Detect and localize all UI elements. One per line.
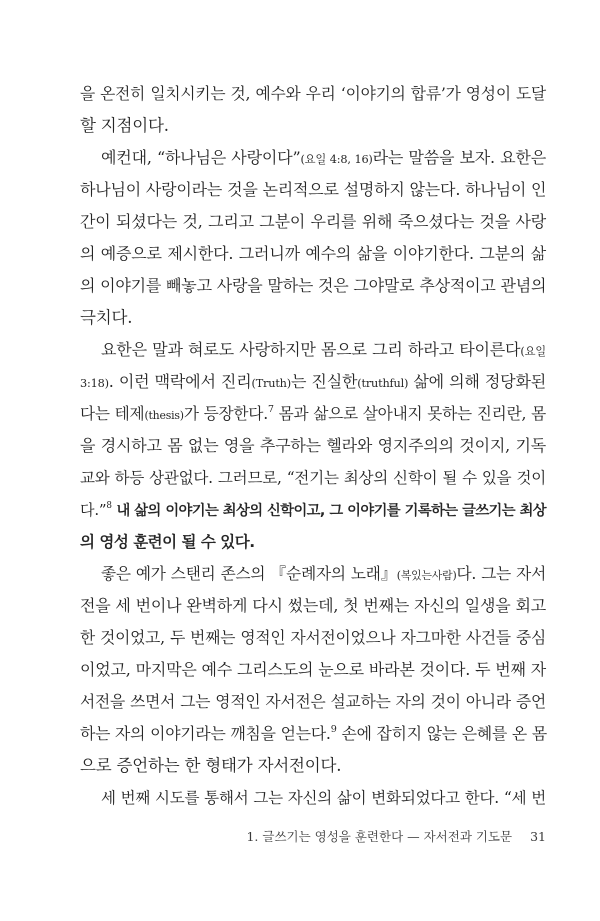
- body-line: 간이 되셨다는 것, 그리고 그분이 우리를 위해 죽으셨다는 것을 사랑: [80, 212, 546, 231]
- body-line: [80, 498, 546, 523]
- body-line: 을 경시하고 몸 없는 영을 추구하는 헬라와 영지주의의 것이지, 기독: [80, 436, 546, 455]
- body-line: 한 것이었고, 두 번째는 영적인 자서전이었으나 자그마한 사건들 중심: [80, 628, 546, 647]
- body-line: 이었고, 마지막은 예수 그리스도의 눈으로 바라본 것이다. 두 번째 자: [80, 660, 546, 679]
- page-footer: [246, 828, 546, 846]
- text-run: 손에 잡히지 않는 은혜를 온 몸: [336, 724, 547, 743]
- body-line: [80, 370, 546, 396]
- body-line: 할 지점이다.: [80, 116, 169, 135]
- emphasis-text: 내 삶의 이야기는 최상의 신학이고, 그 이야기를 기록하는 글쓰기는 최상: [111, 503, 546, 519]
- body-line: 극치다.: [80, 308, 133, 327]
- body-line: [101, 562, 546, 588]
- text-run: 좋은 예가 스탠리 존스의 『순례자의 노래』: [101, 564, 397, 583]
- text-run: 라는 말씀을 보자. 요한은: [372, 148, 547, 167]
- scripture-reference: (요일 4:8, 16): [300, 153, 373, 166]
- body-line: 의 이야기를 빼놓고 사랑을 말하는 것은 그야말로 추상적이고 관념의: [80, 276, 547, 295]
- body-line: 세 번째 시도를 통해서 그는 자신의 삶이 변화되었다고 한다. “세 번: [101, 789, 546, 807]
- text-run: . 이런 맥락에서 진리: [108, 372, 252, 391]
- english-term: (Truth): [251, 377, 291, 390]
- page-number: 31: [530, 829, 546, 844]
- text-run: 다는 테제: [80, 404, 145, 423]
- body-line: 하나님이 사랑이라는 것을 논리적으로 설명하지 않는다. 하나님이 인: [80, 180, 547, 199]
- footnote-marker: 7: [268, 404, 274, 415]
- text-run: 다.”: [80, 501, 107, 519]
- text-run: 는 진실한: [290, 372, 358, 391]
- body-line: [80, 722, 546, 746]
- text-run: 다. 그는 자서: [456, 564, 546, 583]
- text-run: 하는 자의 이야기라는 깨침을 얻는다.: [80, 724, 331, 743]
- text-run: 몸과 삶으로 살아내지 못하는 진리란, 몸: [273, 404, 546, 423]
- text-run: 삶에 의해 정당화된: [408, 372, 547, 391]
- body-line: 을 온전히 일치시키는 것, 예수와 우리 ‘이야기의 합류’가 영성이 도달: [80, 84, 546, 103]
- footnote-marker: 9: [330, 724, 337, 735]
- text-run: 요한은 말과 혀로도 사랑하지만 몸으로 그리 하라고 타이른다: [101, 340, 521, 359]
- footnote-marker: 8: [106, 501, 112, 511]
- english-term: (thesis): [144, 409, 184, 422]
- body-line: [101, 338, 546, 364]
- body-line: [101, 146, 546, 172]
- text-run: 예컨대, “하나님은 사랑이다”: [101, 148, 301, 167]
- body-line: [80, 402, 546, 428]
- english-term: (truthful): [357, 377, 409, 390]
- body-line-emphasis: 의 영성 훈련이 될 수 있다.: [80, 533, 255, 551]
- publisher-name: (복있는사람): [396, 569, 457, 582]
- body-line: 전을 세 번이나 완벽하게 다시 썼는데, 첫 번째는 자신의 일생을 회고: [80, 596, 546, 615]
- scripture-reference: (요일: [520, 345, 546, 358]
- body-line: 교와 하등 상관없다. 그러므로, “전기는 최상의 신학이 될 수 있을 것이: [80, 469, 546, 487]
- body-line: 서전을 쓰면서 그는 영적인 자서전은 설교하는 자의 것이 아니라 증언: [80, 692, 546, 711]
- body-line: 으로 증언하는 한 형태가 자서전이다.: [80, 756, 342, 775]
- text-run: 가 등장한다.: [183, 404, 268, 423]
- body-line: 의 예증으로 제시한다. 그러니까 예수의 삶을 이야기한다. 그분의 삶: [80, 244, 546, 263]
- scripture-reference: 3:18): [80, 377, 109, 390]
- running-title: 1. 글쓰기는 영성을 훈련한다 — 자서전과 기도문: [246, 829, 513, 844]
